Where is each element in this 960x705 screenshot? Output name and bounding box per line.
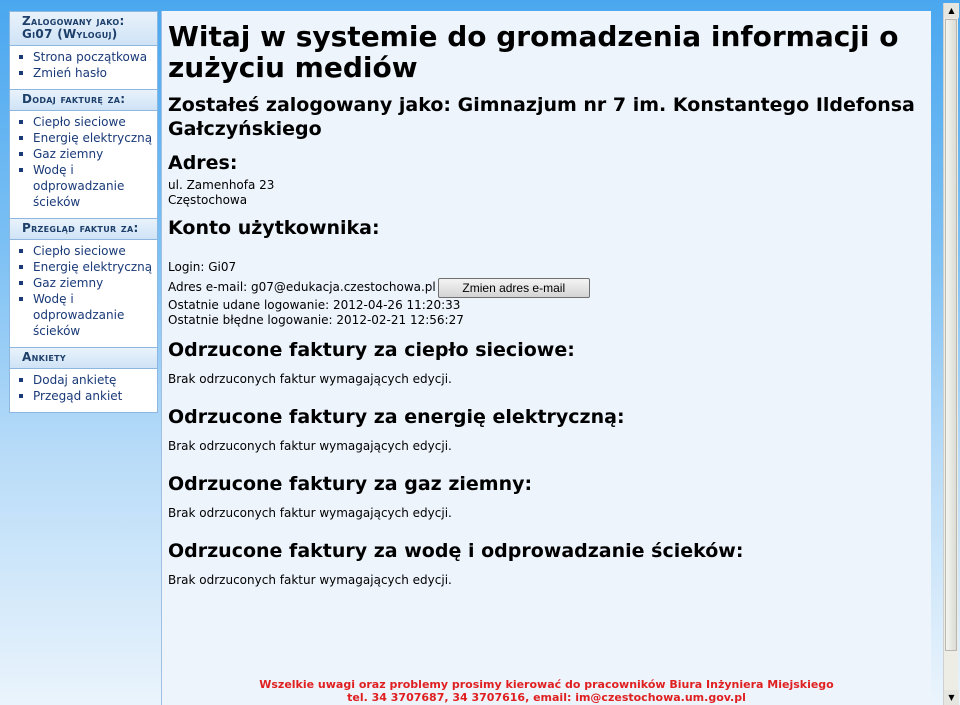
menu-item-label[interactable]: Wodę i odprowadzanie ścieków xyxy=(33,163,125,209)
review-invoice-header: Przegląd faktur za: xyxy=(10,218,157,240)
login-text: Login: Gi07 xyxy=(168,260,237,274)
menu-item-label[interactable]: Energię elektryczną xyxy=(33,131,153,145)
menu-item-label[interactable]: Dodaj ankietę xyxy=(33,373,117,387)
bullet-icon xyxy=(19,394,23,398)
change-email-button[interactable]: Zmien adres e-mail xyxy=(438,278,590,298)
menu-item-label[interactable]: Strona początkowa xyxy=(33,50,148,64)
email-row xyxy=(168,277,931,298)
survey-header: Ankiety xyxy=(10,347,157,369)
menu-item-review-surveys[interactable] xyxy=(10,388,157,404)
rejected-electricity-text: Brak odrzuconych faktur wymagających edycji. xyxy=(168,438,452,453)
menu-item-review-gas[interactable] xyxy=(10,275,157,291)
address-heading: Adres: xyxy=(168,152,238,174)
menu-item-review-electricity[interactable] xyxy=(10,259,157,275)
add-invoice-menu xyxy=(10,111,157,218)
bullet-icon xyxy=(19,297,23,301)
scroll-up-icon[interactable]: ▲ xyxy=(944,3,959,18)
email-text: Adres e-mail: g07@edukacja.czestochowa.pl xyxy=(168,280,436,294)
survey-menu xyxy=(10,369,157,412)
address-line-1: ul. Zamenhofa 23 xyxy=(168,178,275,192)
bullet-icon xyxy=(19,71,23,75)
bullet-icon xyxy=(19,168,23,172)
bullet-icon xyxy=(19,378,23,382)
menu-item-label[interactable]: Przegąd ankiet xyxy=(33,389,123,403)
menu-item-label[interactable]: Ciepło sieciowe xyxy=(33,115,126,129)
bullet-icon xyxy=(19,249,23,253)
menu-item-label[interactable]: Gaz ziemny xyxy=(33,147,104,161)
rejected-heat-heading: Odrzucone faktury za ciepło sieciowe: xyxy=(168,338,575,361)
menu-item-label[interactable]: Ciepło sieciowe xyxy=(33,244,126,258)
menu-item-home[interactable] xyxy=(10,49,157,65)
rejected-electricity-heading: Odrzucone faktury za energię elektryczną: xyxy=(168,405,625,428)
rejected-water-heading: Odrzucone faktury za wodę i odprowadzanie ścieków: xyxy=(168,539,744,562)
menu-item-review-heat[interactable] xyxy=(10,243,157,259)
page-title: Witaj w systemie do gromadzenia informacji o zużyciu mediów xyxy=(168,20,899,84)
bullet-icon xyxy=(19,281,23,285)
bullet-icon xyxy=(19,136,23,140)
menu-item-label[interactable]: Gaz ziemny xyxy=(33,276,104,290)
scrollbar-thumb[interactable] xyxy=(945,19,957,651)
last-failed-login: Ostatnie błędne logowanie: 2012-02-21 12:56:27 xyxy=(168,312,464,327)
last-success-login: Ostatnie udane logowanie: 2012-04-26 11:20:33 xyxy=(168,297,461,312)
footer-line-1: Wszelkie uwagi oraz problemy prosimy kierować do pracowników Biura Inżyniera Miejskiego xyxy=(259,678,834,691)
vertical-scrollbar[interactable] xyxy=(943,3,958,705)
menu-item-add-survey[interactable] xyxy=(10,372,157,388)
logged-in-header xyxy=(10,12,157,46)
menu-item-add-water[interactable] xyxy=(10,162,157,210)
account-heading: Konto użytkownika: xyxy=(168,217,380,239)
sidebar xyxy=(9,11,158,413)
menu-item-review-water[interactable] xyxy=(10,291,157,339)
logged-in-prefix: Zalogowany jako: Gi07 ( xyxy=(22,14,125,41)
review-invoice-menu xyxy=(10,240,157,347)
rejected-gas-text: Brak odrzuconych faktur wymagających edycji. xyxy=(168,505,452,520)
add-invoice-header: Dodaj fakturę za: xyxy=(10,89,157,111)
footer xyxy=(162,678,931,704)
bullet-icon xyxy=(19,120,23,124)
scroll-down-icon[interactable]: ▼ xyxy=(944,690,959,705)
logged-as-heading: Zostałeś zalogowany jako: Gimnazjum nr 7 im. Konstantego Ildefonsa Gałczyńskiego xyxy=(168,94,915,140)
rejected-water-text: Brak odrzuconych faktur wymagających edycji. xyxy=(168,572,452,587)
menu-item-add-electricity[interactable] xyxy=(10,130,157,146)
bullet-icon xyxy=(19,152,23,156)
logout-link[interactable]: Wyloguj xyxy=(63,27,112,41)
bullet-icon xyxy=(19,265,23,269)
address-line-2: Częstochowa xyxy=(168,193,248,207)
logged-in-suffix: ) xyxy=(111,27,118,41)
rejected-heat-text: Brak odrzuconych faktur wymagających edycji. xyxy=(168,371,452,386)
rejected-gas-heading: Odrzucone faktury za gaz ziemny: xyxy=(168,472,533,495)
top-menu xyxy=(10,46,157,89)
menu-item-label[interactable]: Wodę i odprowadzanie ścieków xyxy=(33,292,125,338)
bullet-icon xyxy=(19,55,23,59)
menu-item-change-password[interactable] xyxy=(10,65,157,81)
menu-item-add-heat[interactable] xyxy=(10,114,157,130)
main-content xyxy=(161,11,931,705)
menu-item-label[interactable]: Energię elektryczną xyxy=(33,260,153,274)
menu-item-label[interactable]: Zmień hasło xyxy=(33,66,108,80)
menu-item-add-gas[interactable] xyxy=(10,146,157,162)
footer-line-2: tel. 34 3707687, 34 3707616, email: im@czestochowa.um.gov.pl xyxy=(347,691,746,704)
